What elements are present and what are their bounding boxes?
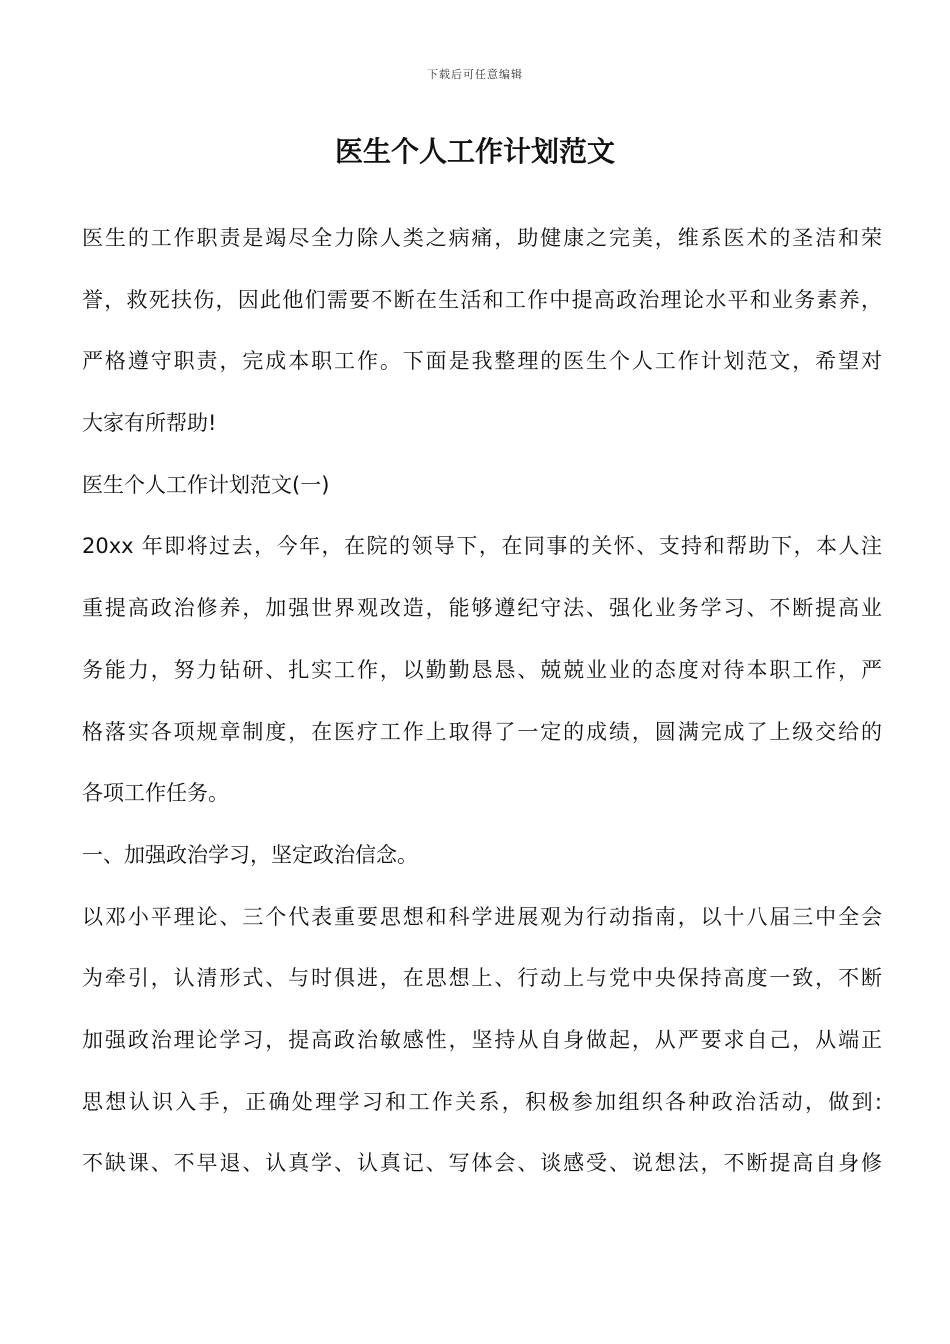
header-note: 下载后可任意编辑 (427, 68, 523, 81)
paragraph-line: 严格遵守职责，完成本职工作。下面是我整理的医生个人工作计划范文，希望对 (82, 349, 882, 374)
document-body (82, 218, 882, 1205)
paragraph-line: 誉，救死扶伤，因此他们需要不断在生活和工作中提高政治理论水平和业务素养， (82, 287, 882, 312)
section-heading: 一、加强政治学习，坚定政治信念。 (82, 842, 418, 867)
paragraph-line: 医生的工作职责是竭尽全力除人类之病痛，助健康之完美，维系医术的圣洁和荣 (82, 226, 882, 250)
section-heading: 医生个人工作计划范文(一) (82, 472, 330, 497)
paragraph-line: 以邓小平理论、三个代表重要思想和科学进展观为行动指南，以十八届三中全会 (82, 904, 882, 929)
document-title: 医生个人工作计划范文 (334, 135, 615, 168)
paragraph-line: 不缺课、不早退、认真学、认真记、写体会、谈感受、说想法，不断提高自身修 (82, 1151, 882, 1176)
paragraph-line: 各项工作任务。 (82, 781, 229, 806)
paragraph-line: 务能力，努力钻研、扎实工作，以勤勤恳恳、兢兢业业的态度对待本职工作，严 (82, 657, 882, 682)
paragraph-line: 重提高政治修养，加强世界观改造，能够遵纪守法、强化业务学习、不断提高业 (82, 596, 882, 621)
paragraph-line: 加强政治理论学习，提高政治敏感性，坚持从自身做起，从严要求自己，从端正 (82, 1027, 882, 1052)
paragraph-line: 格落实各项规章制度，在医疗工作上取得了一定的成绩，圆满完成了上级交给的 (82, 719, 882, 744)
paragraph-line: 20xx 年即将过去，今年，在院的领导下，在同事的关怀、支持和帮助下，本人注 (82, 534, 882, 559)
paragraph-line: 大家有所帮助! (82, 411, 217, 436)
paragraph-line: 为牵引，认清形式、与时俱进，在思想上、行动上与党中央保持高度一致，不断 (82, 966, 882, 991)
paragraph-line: 思想认识入手，正确处理学习和工作关系，积极参加组织各种政治活动，做到: (82, 1089, 882, 1114)
